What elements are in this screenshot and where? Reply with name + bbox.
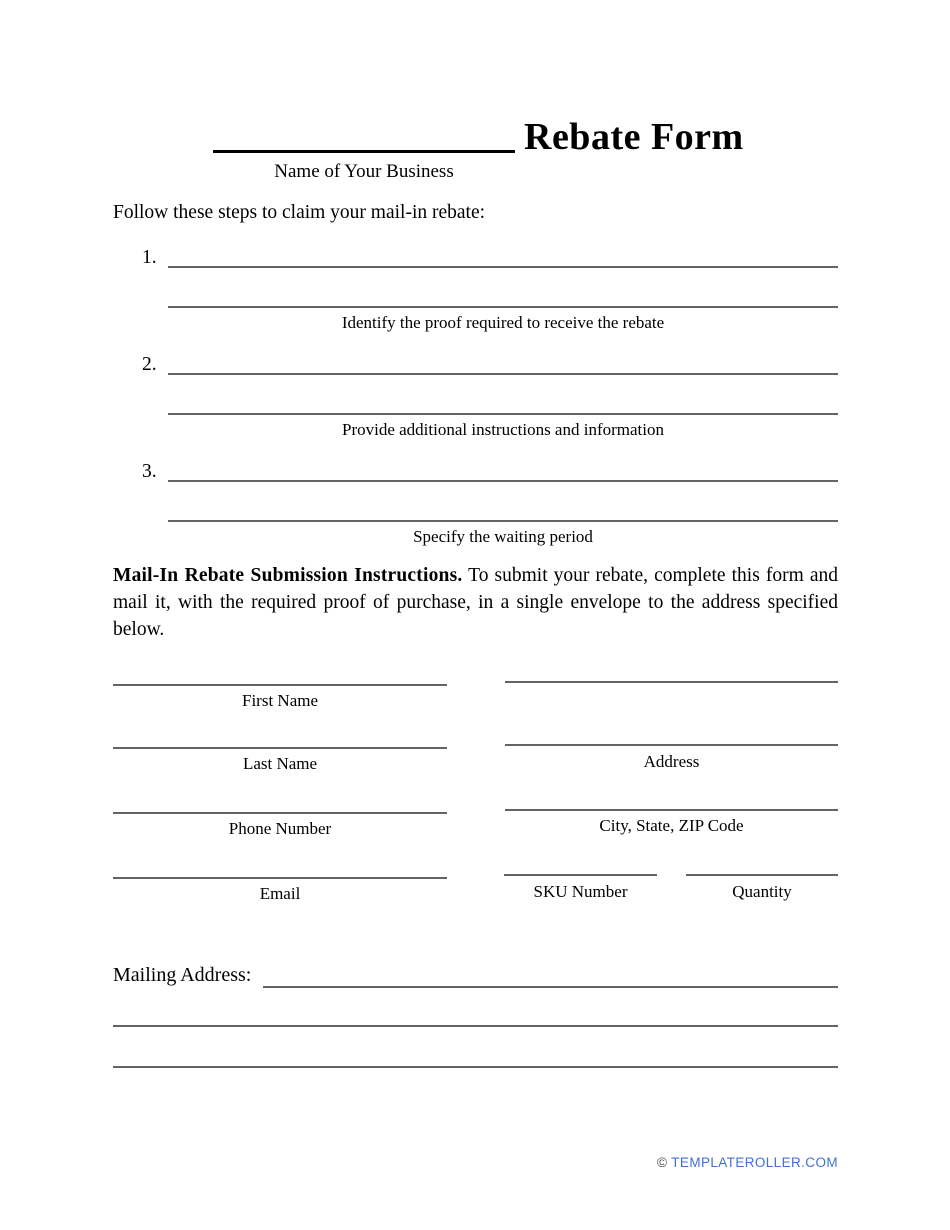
copyright-icon: © xyxy=(656,1155,668,1170)
step-2-caption: Provide additional instructions and information xyxy=(341,420,664,439)
phone-number-label: Phone Number xyxy=(228,819,332,838)
sku-number-label: SKU Number xyxy=(533,882,628,901)
step-3-blank-line-2[interactable] xyxy=(168,520,838,522)
business-name-caption: Name of Your Business xyxy=(274,161,454,182)
submission-instructions-heading: Mail-In Rebate Submission Instructions. xyxy=(113,565,463,586)
step-2-blank-line-2[interactable] xyxy=(168,413,838,415)
city-state-zip-label: City, State, ZIP Code xyxy=(599,816,744,835)
step-1-caption: Identify the proof required to receive the rebate xyxy=(341,313,665,332)
mailing-address-blank-line-1[interactable] xyxy=(263,986,838,988)
last-name-blank[interactable] xyxy=(113,747,447,749)
page-title: Rebate Form xyxy=(524,116,744,158)
step-2-number: 2. xyxy=(142,354,157,375)
step-3-number: 3. xyxy=(142,461,157,482)
templateroller-footer-link[interactable] xyxy=(657,1155,838,1170)
step-1-number: 1. xyxy=(142,247,157,268)
step-3-caption: Specify the waiting period xyxy=(413,527,593,546)
quantity-blank[interactable] xyxy=(686,874,838,876)
first-name-label: First Name xyxy=(241,691,319,710)
mailing-address-blank-line-3[interactable] xyxy=(113,1066,838,1068)
first-name-blank[interactable] xyxy=(113,684,447,686)
submission-instructions-body: To submit your rebate, complete this form and mail it, with the required proof of purchase, in a single envelope to the address specified below. xyxy=(113,565,838,640)
mailing-address-blank-line-2[interactable] xyxy=(113,1025,838,1027)
sku-number-blank[interactable] xyxy=(504,874,657,876)
address-blank-line-2[interactable] xyxy=(505,744,838,746)
email-label: Email xyxy=(259,884,301,903)
city-state-zip-blank[interactable] xyxy=(505,809,838,811)
step-2-blank-line-1[interactable] xyxy=(168,373,838,375)
email-blank[interactable] xyxy=(113,877,447,879)
quantity-label: Quantity xyxy=(732,882,792,901)
footer-brand-text: TEMPLATEROLLER.COM xyxy=(671,1155,838,1170)
step-1-blank-line-2[interactable] xyxy=(168,306,838,308)
mailing-address-label: Mailing Address: xyxy=(113,964,252,986)
intro-text: Follow these steps to claim your mail-in rebate: xyxy=(113,202,486,223)
step-1-blank-line-1[interactable] xyxy=(168,266,838,268)
address-blank-line-1[interactable] xyxy=(505,681,838,683)
last-name-label: Last Name xyxy=(242,754,318,773)
business-name-blank-line[interactable] xyxy=(213,150,515,153)
address-label: Address xyxy=(643,752,700,771)
phone-number-blank[interactable] xyxy=(113,812,447,814)
step-3-blank-line-1[interactable] xyxy=(168,480,838,482)
submission-instructions-paragraph xyxy=(113,562,838,643)
